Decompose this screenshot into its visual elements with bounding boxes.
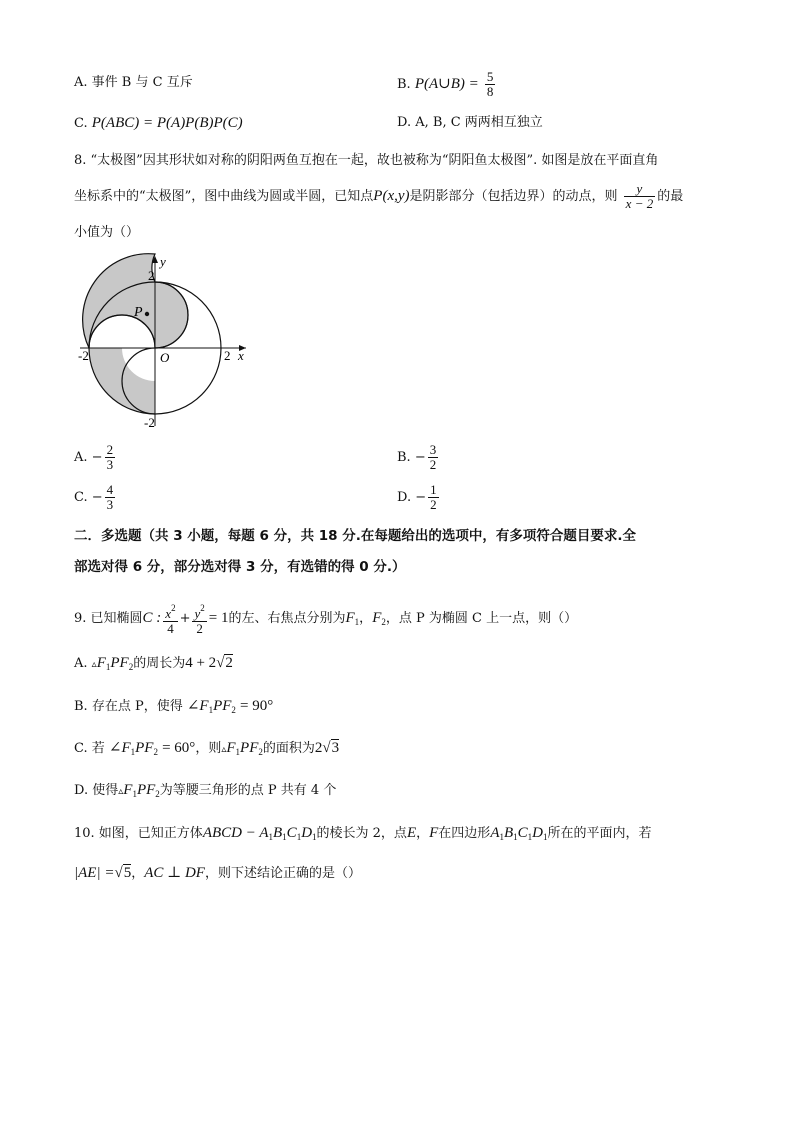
option-label: C. 若 [74, 741, 105, 756]
radicand: 5 [123, 865, 132, 881]
text: 在四边形 [438, 826, 491, 841]
minus-sign: − [91, 490, 103, 505]
q8-option-a [74, 443, 117, 472]
label-x: x [238, 348, 244, 363]
frac-num: 1 [430, 482, 437, 497]
text: ，则下述结论正确的是（） [204, 866, 361, 881]
option-label: A. [74, 450, 88, 465]
option-label: A. [74, 656, 88, 671]
quad-expr: $A_1B_1C_1D_1$ [490, 825, 548, 842]
section2-heading-line2: 部选对得 6 分，部分选对得 3 分，有选错的得 0 分.） [74, 559, 406, 575]
cube-expr: ABCD − $A_1B_1C_1D_1$ [202, 825, 317, 842]
text: 是阴影部分（包括边界）的动点，则 [409, 189, 618, 204]
angle-expr: $\angle F_1PF_2$ [186, 698, 236, 715]
q7-option-d [397, 112, 543, 134]
option-label: B. [397, 77, 411, 92]
equals: = 1 [208, 610, 229, 626]
option-expr: P(ABC) = P(A)P(B)P(C) [91, 115, 243, 131]
option-label: B. 存在点 P，使得 [74, 699, 183, 714]
fraction [163, 601, 177, 636]
shaded-region-main [83, 254, 188, 348]
frac-num: 3 [429, 442, 437, 457]
minus-sign: − [414, 450, 426, 465]
tick-bottom: -2 [144, 415, 155, 430]
value: = 90° [240, 698, 274, 714]
frac-den: 2 [429, 457, 437, 472]
option-label: C. [74, 490, 88, 505]
frac-den: 8 [486, 84, 494, 99]
cube: ABCD − A [202, 825, 269, 841]
fraction [105, 443, 116, 472]
option-label: B. [397, 450, 411, 465]
frac-num: 2 [106, 442, 114, 457]
value: 2 [314, 740, 323, 756]
text: 的最 [657, 189, 684, 204]
frac-num: y [624, 182, 656, 197]
triangle-expr: $▵F_1PF_2$ [91, 655, 134, 672]
option-label: A. [74, 75, 88, 90]
q8-stem-line3: 小值为（） [74, 225, 140, 240]
option-label: C. [74, 116, 88, 131]
q8-option-b [397, 443, 440, 472]
frac-den: 4 [167, 621, 174, 636]
fraction [624, 182, 656, 211]
perp-expr: AC ⊥ DF [144, 865, 205, 881]
angle: ∠F [186, 698, 209, 714]
ellipse-name: C : [142, 610, 162, 626]
q9-option-d [74, 779, 336, 805]
point-e: E [406, 825, 417, 841]
frac-num: $x^2$ [165, 603, 176, 621]
text: 的周长为 [133, 656, 186, 671]
frac-den: 3 [106, 457, 114, 472]
triangle-expr: $▵F_1PF_2$ [221, 740, 263, 757]
q9-stem [74, 601, 577, 636]
var: x [165, 606, 172, 621]
q8-option-c [74, 483, 117, 512]
label-origin: O [160, 350, 170, 365]
tick-left: -2 [78, 348, 89, 363]
text: 坐标系中的“太极图”，图中曲线为圆或半圆，已知点 [74, 189, 374, 204]
abs-expr: |AE| = [74, 865, 115, 881]
frac-num: 5 [486, 69, 494, 84]
q8-stem-line2 [74, 182, 683, 211]
option-label: D. [397, 115, 412, 130]
minus-sign: − [91, 450, 103, 465]
value: = 60° [162, 740, 196, 756]
text: 的面积为 [262, 741, 315, 756]
point-f: F [429, 825, 439, 841]
label-y: y [160, 254, 166, 269]
frac-num: $y^2$ [194, 603, 205, 621]
sep: ， [416, 826, 430, 841]
fraction [428, 483, 439, 512]
frac-num: 4 [106, 482, 114, 497]
tick-right: 2 [224, 348, 231, 363]
minus-sign: − [415, 490, 427, 505]
triangle-expr: $▵F_1PF_2$ [118, 782, 160, 799]
q10-stem-line1 [74, 822, 652, 848]
var: F [345, 610, 355, 626]
option-expr: P(A∪B) = [414, 76, 479, 92]
text: ，点 P 为椭圆 C 上一点，则（） [385, 611, 578, 626]
point-expr: P(x,y) [373, 188, 410, 204]
q7-option-a [74, 72, 193, 94]
frac-den: 2 [430, 497, 437, 512]
sep: ， [359, 611, 373, 626]
f2: $F_2$ [372, 610, 386, 627]
label-p: P [134, 305, 143, 320]
point-p [145, 312, 149, 316]
q7-option-b [397, 70, 497, 99]
text: 的棱长为 2，点 [316, 826, 407, 841]
frac-den: 2 [196, 621, 203, 636]
text: 10. 如图，已知正方体 [74, 826, 203, 841]
radicand: 2 [225, 655, 233, 671]
option-text: 事件 B 与 C 互斥 [91, 75, 193, 90]
value: 4 + 2 [185, 655, 217, 671]
q9-option-c: C. 若 $\angle F_1PF_2 = 60^\circ$，则$▵F_1PF_2$的面积为2√3 [74, 740, 340, 757]
text: 为等腰三角形的点 P 共有 4 个 [159, 783, 337, 798]
var: y [194, 606, 201, 621]
taiji-figure [76, 252, 256, 430]
text: 的左、右焦点分别为 [228, 611, 346, 626]
option-text: A, B, C 两两相互独立 [415, 115, 543, 130]
tick-top: 2 [148, 268, 155, 283]
q7-option-c [74, 112, 243, 135]
sep: ， [131, 866, 145, 881]
q8-stem-line1: 8. “太极图”因其形状如对称的阴阳两鱼互抱在一起，故也被称为“阴阳鱼太极图”. 如图是放在平面直角 [74, 153, 659, 168]
fraction [428, 443, 439, 472]
option-label: D. 使得 [74, 783, 119, 798]
text: 所在的平面内，若 [547, 826, 652, 841]
q8-option-d [397, 483, 441, 512]
section2-heading-line1: 二．多选题（共 3 小题，每题 6 分，共 18 分.在每题给出的选项中，有多项符合题目要求.全 [74, 528, 637, 544]
fraction [485, 70, 496, 99]
plus: + [179, 611, 191, 626]
f1: $F_1$ [345, 610, 360, 627]
text: ，则 [195, 741, 222, 756]
frac-den: x − 2 [625, 196, 654, 211]
text: 9. 已知椭圆 [74, 611, 143, 626]
option-label: D. [397, 490, 412, 505]
angle-expr: $\angle F_1PF_2$ [108, 740, 158, 757]
q9-option-b [74, 695, 273, 721]
var: F [372, 610, 382, 626]
q9-option-a: A. $▵F_1PF_2$的周长为4 + 2√2 [74, 655, 233, 672]
q10-stem-line2: |AE| =√5，AC ⊥ DF，则下述结论正确的是（） [74, 865, 361, 881]
frac-den: 3 [106, 497, 114, 512]
angle: ∠F [108, 740, 131, 756]
fraction [105, 483, 116, 512]
fraction [192, 601, 206, 636]
radicand: 3 [331, 740, 340, 756]
